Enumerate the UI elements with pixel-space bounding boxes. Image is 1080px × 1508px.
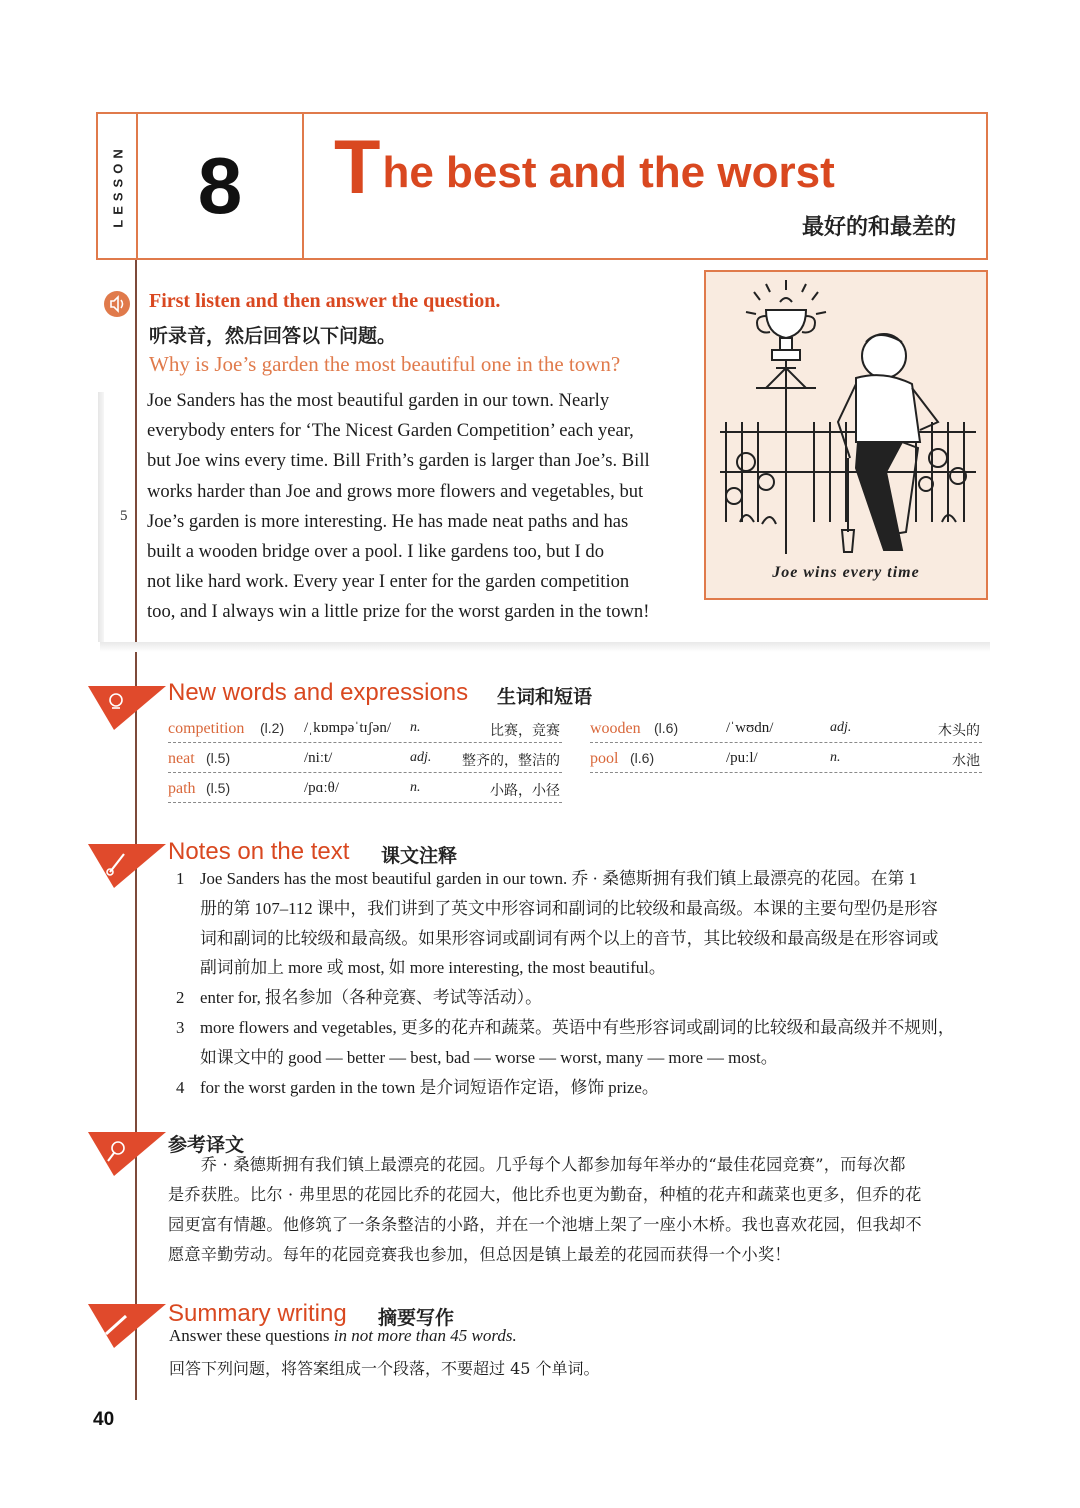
vocab-phonetic: /ˌkɒmpəˈtɪʃən/ [304, 720, 391, 736]
vocab-word: path [168, 780, 196, 797]
vocab-phonetic: /puːl/ [726, 750, 758, 766]
vocab-meaning: 比赛，竞赛 [490, 723, 560, 739]
vocab-word: wooden [590, 720, 641, 737]
note-text: 词和副词的比较级和最高级。如果形容词或副词有两个以上的音节，其比较级和最高级是在形容词或 [200, 928, 939, 948]
note-line [176, 864, 986, 894]
note-text: for the worst garden in the town 是介词短语作定语，修饰 prize。 [200, 1077, 659, 1097]
vocab-word: neat [168, 750, 195, 767]
passage-line: Joe’s garden is more interesting. He has made neat paths and has [147, 510, 629, 532]
summary-instruction-b: in not more than 45 words. [333, 1326, 517, 1345]
vocab-pos: adj. [830, 720, 852, 735]
notes-title: Notes on the text [168, 838, 350, 865]
page-number: 40 [93, 1409, 115, 1430]
lesson-number: 8 [197, 141, 243, 230]
translation-text [168, 1150, 988, 1270]
lesson-number-box [138, 114, 304, 258]
translation-line: 愿意辛勤劳动。每年的花园竞赛我也参加，但总因是镇上最差的花园而获得一个小奖！ [168, 1245, 791, 1264]
note-line [176, 953, 986, 983]
note-number: 2 [176, 988, 185, 1008]
vocab-word: competition [168, 720, 245, 737]
pen-icon [88, 840, 166, 890]
vocab-meaning: 木头的 [938, 723, 980, 739]
note-text: 如课文中的 good — better — best, bad — worse — worst, many — more — most。 [200, 1047, 778, 1067]
passage-shadow [98, 392, 104, 642]
summary-title-zh: 摘要写作 [378, 1307, 455, 1329]
lesson-label: LESSON [110, 144, 126, 228]
title-initial: T [334, 125, 381, 210]
note-line [176, 924, 986, 954]
summary-instruction-a: Answer these questions [169, 1326, 334, 1345]
translation-line: 是乔获胜。比尔 · 弗里思的花园比乔的花园大，他比乔也更为勤奋，种植的花卉和蔬菜也更多，但乔的花 [168, 1185, 922, 1204]
reading-passage [147, 386, 692, 628]
new-words-title-zh: 生词和短语 [497, 686, 593, 708]
vocab-line-ref: (l.2) [260, 720, 285, 736]
listen-instruction: First listen and then answer the question. [149, 290, 501, 312]
speaker-icon[interactable] [104, 291, 130, 317]
passage-line: works harder than Joe and grows more flowers and vegetables, but [147, 480, 644, 502]
title-rest: he best and the worst [382, 148, 835, 197]
vocab-line-ref: (l.6) [630, 750, 655, 766]
lesson-title-zh: 最好的和最差的 [801, 215, 956, 240]
note-line [176, 983, 986, 1013]
listen-question: Why is Joe’s garden the most beautiful one in the town? [149, 352, 621, 376]
note-line [176, 1013, 986, 1043]
passage-line: built a wooden bridge over a pool. I like gardens too, but I do [147, 540, 604, 562]
note-text: more flowers and vegetables, 更多的花卉和蔬菜。英语中有些形容词或副词的比较级和最高级并不规则， [200, 1017, 955, 1037]
vocab-pos: n. [830, 750, 841, 765]
vocab-phonetic: /niːt/ [304, 750, 333, 766]
passage-line: not like hard work. Every year I enter for the garden competition [147, 571, 630, 593]
passage-line: Joe Sanders has the most beautiful garden in our town. Nearly [147, 390, 610, 411]
note-number: 1 [176, 869, 185, 888]
vocab-row [168, 778, 562, 803]
vocab-meaning: 整齐的，整洁的 [462, 753, 560, 769]
vocab-line-ref: (l.5) [206, 780, 231, 796]
passage-line: everybody enters for ‘The Nicest Garden Competition’ each year, [147, 420, 634, 442]
note-text: enter for, 报名参加（各种竞赛、考试等活动）。 [200, 988, 542, 1008]
vocab-pos: n. [410, 720, 421, 735]
translation-line: 乔 · 桑德斯拥有我们镇上最漂亮的花园。几乎每个人都参加每年举办的“最佳花园竞赛”，而每次都 [168, 1155, 906, 1174]
note-line [176, 894, 986, 924]
passage-bottom-shadow [100, 642, 990, 652]
lightbulb-icon [88, 682, 166, 732]
vocab-line-ref: (l.5) [206, 750, 231, 766]
vocab-row [590, 748, 982, 773]
translation-line: 园更富有情趣。他修筑了一条条整洁的小路，并在一个池塘上架了一座小木桥。我也喜欢花园，但我却不 [168, 1215, 922, 1234]
summary-instruction-zh: 回答下列问题，将答案组成一个段落，不要超过 45 个单词。 [169, 1359, 600, 1378]
note-text: 副词前加上 more 或 most, 如 more interesting, the most beautiful。 [200, 958, 666, 978]
vocab-row [590, 718, 982, 743]
passage-line: but Joe wins every time. Bill Frith’s garden is larger than Joe’s. Bill [147, 450, 650, 472]
illustration [704, 270, 988, 600]
vocab-pos: n. [410, 780, 421, 795]
vocab-line-ref: (l.6) [654, 720, 679, 736]
vocab-meaning: 小路，小径 [490, 783, 560, 799]
vocab-phonetic: /pɑːθ/ [304, 780, 340, 796]
translation-title: 参考译文 [168, 1134, 245, 1156]
lesson-strip [98, 114, 138, 258]
lesson-header [96, 112, 988, 260]
notes-title-zh: 课文注释 [381, 845, 458, 867]
vocab-phonetic: /ˈwʊdn/ [726, 720, 774, 736]
pencil-icon [88, 1300, 166, 1350]
note-text: Joe Sanders has the most beautiful garden in our town. 乔 · 桑德斯拥有我们镇上最漂亮的花园。在第 1 [200, 869, 917, 888]
listen-instruction-zh: 听录音，然后回答以下问题。 [149, 325, 397, 347]
summary-instruction [169, 1326, 517, 1346]
vocab-pos: adj. [410, 750, 432, 765]
lesson-title [334, 124, 835, 211]
vocab-meaning: 水池 [952, 753, 980, 769]
notes-list [176, 864, 986, 1102]
note-number: 3 [176, 1017, 185, 1037]
vocab-row [168, 718, 562, 743]
note-number: 4 [176, 1077, 185, 1097]
left-margin-rule [135, 260, 137, 1400]
vocab-row [168, 748, 562, 773]
illustration-caption: Joe wins every time [772, 564, 920, 581]
note-line [176, 1043, 986, 1073]
passage-line: too, and I always win a little prize for the worst garden in the town! [147, 601, 650, 623]
line-number-marker: 5 [120, 508, 128, 524]
magnifier-icon [88, 1128, 166, 1178]
new-words-title: New words and expressions [168, 679, 469, 706]
vocab-word: pool [590, 750, 619, 767]
note-line [176, 1073, 986, 1103]
note-text: 册的第 107–112 课中，我们讲到了英文中形容词和副词的比较级和最高级。本课的主要句型仍是形容 [200, 898, 938, 918]
garden-cartoon [706, 272, 986, 562]
summary-title: Summary writing [168, 1300, 347, 1327]
